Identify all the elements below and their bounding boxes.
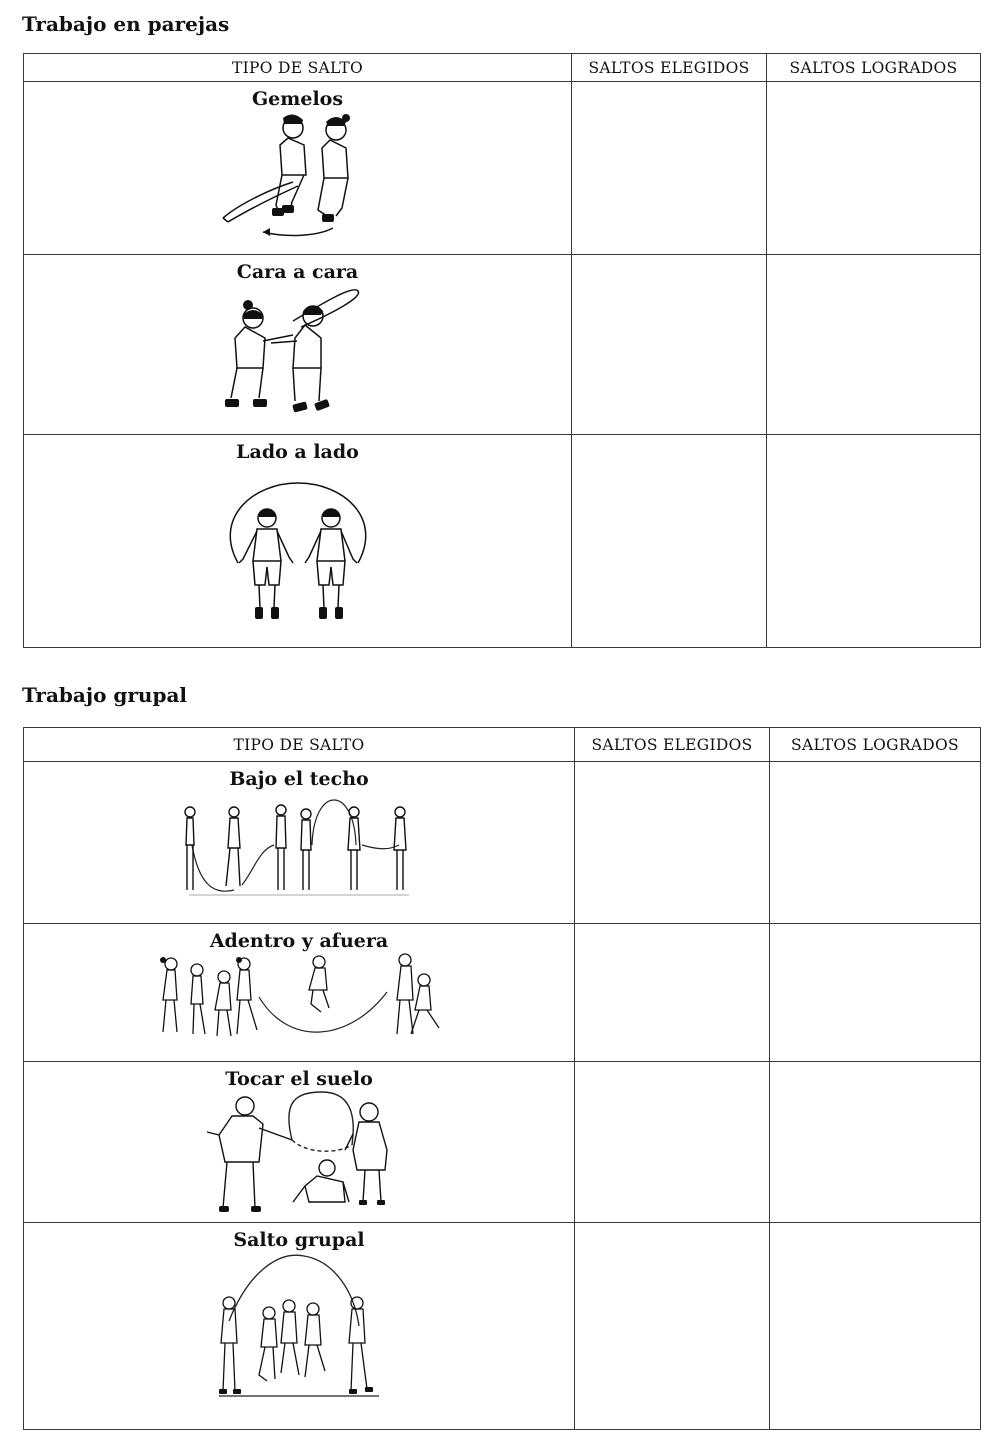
table-header-row	[24, 54, 981, 82]
table-row	[24, 82, 981, 255]
side-by-side-jumpers-illustration	[213, 463, 383, 628]
saltos-logrados-cell[interactable]	[770, 1062, 981, 1223]
group-jump-illustration	[209, 1251, 389, 1401]
table-row	[24, 255, 981, 435]
under-the-roof-illustration	[184, 790, 414, 905]
header-saltos-logrados: SALTOS LOGRADOS	[770, 728, 981, 762]
touch-the-floor-illustration	[197, 1090, 402, 1215]
jump-name: Salto grupal	[233, 1229, 365, 1251]
saltos-elegidos-cell[interactable]	[572, 255, 767, 435]
saltos-logrados-cell[interactable]	[770, 762, 981, 924]
saltos-logrados-cell[interactable]	[770, 1223, 981, 1430]
table-grupal	[23, 727, 981, 1430]
saltos-logrados-cell[interactable]	[767, 435, 981, 648]
table-parejas	[23, 53, 981, 648]
header-saltos-elegidos: SALTOS ELEGIDOS	[572, 54, 767, 82]
jump-type-cell	[24, 255, 572, 435]
header-saltos-logrados: SALTOS LOGRADOS	[767, 54, 981, 82]
jump-type-cell	[24, 762, 575, 924]
saltos-elegidos-cell[interactable]	[572, 435, 767, 648]
jump-name: Tocar el suelo	[225, 1068, 373, 1090]
jump-type-cell	[24, 1062, 575, 1223]
header-tipo-de-salto: TIPO DE SALTO	[24, 728, 575, 762]
twin-jumpers-rope-illustration	[218, 110, 378, 250]
saltos-elegidos-cell[interactable]	[572, 82, 767, 255]
section-title-parejas: Trabajo en parejas	[22, 12, 230, 36]
table-row	[24, 1223, 981, 1430]
saltos-elegidos-cell[interactable]	[575, 1062, 770, 1223]
table-row	[24, 435, 981, 648]
table-row	[24, 1062, 981, 1223]
header-saltos-elegidos: SALTOS ELEGIDOS	[575, 728, 770, 762]
table-row	[24, 924, 981, 1062]
jump-name: Bajo el techo	[229, 768, 369, 790]
table-row	[24, 762, 981, 924]
in-and-out-illustration	[149, 952, 449, 1050]
saltos-logrados-cell[interactable]	[770, 924, 981, 1062]
saltos-elegidos-cell[interactable]	[575, 762, 770, 924]
jump-type-cell	[24, 924, 575, 1062]
jump-type-cell	[24, 82, 572, 255]
jump-name: Gemelos	[251, 88, 344, 110]
saltos-logrados-cell[interactable]	[767, 82, 981, 255]
jump-type-cell	[24, 435, 572, 648]
header-tipo-de-salto: TIPO DE SALTO	[24, 54, 572, 82]
section-title-grupal: Trabajo grupal	[22, 683, 188, 707]
jump-type-cell	[24, 1223, 575, 1430]
saltos-elegidos-cell[interactable]	[575, 924, 770, 1062]
face-to-face-jumpers-illustration	[213, 283, 383, 428]
jump-name: Adentro y afuera	[209, 930, 389, 952]
saltos-elegidos-cell[interactable]	[575, 1223, 770, 1430]
saltos-logrados-cell[interactable]	[767, 255, 981, 435]
jump-name: Cara a cara	[236, 261, 359, 283]
jump-name: Lado a lado	[236, 441, 359, 463]
table-header-row	[24, 728, 981, 762]
